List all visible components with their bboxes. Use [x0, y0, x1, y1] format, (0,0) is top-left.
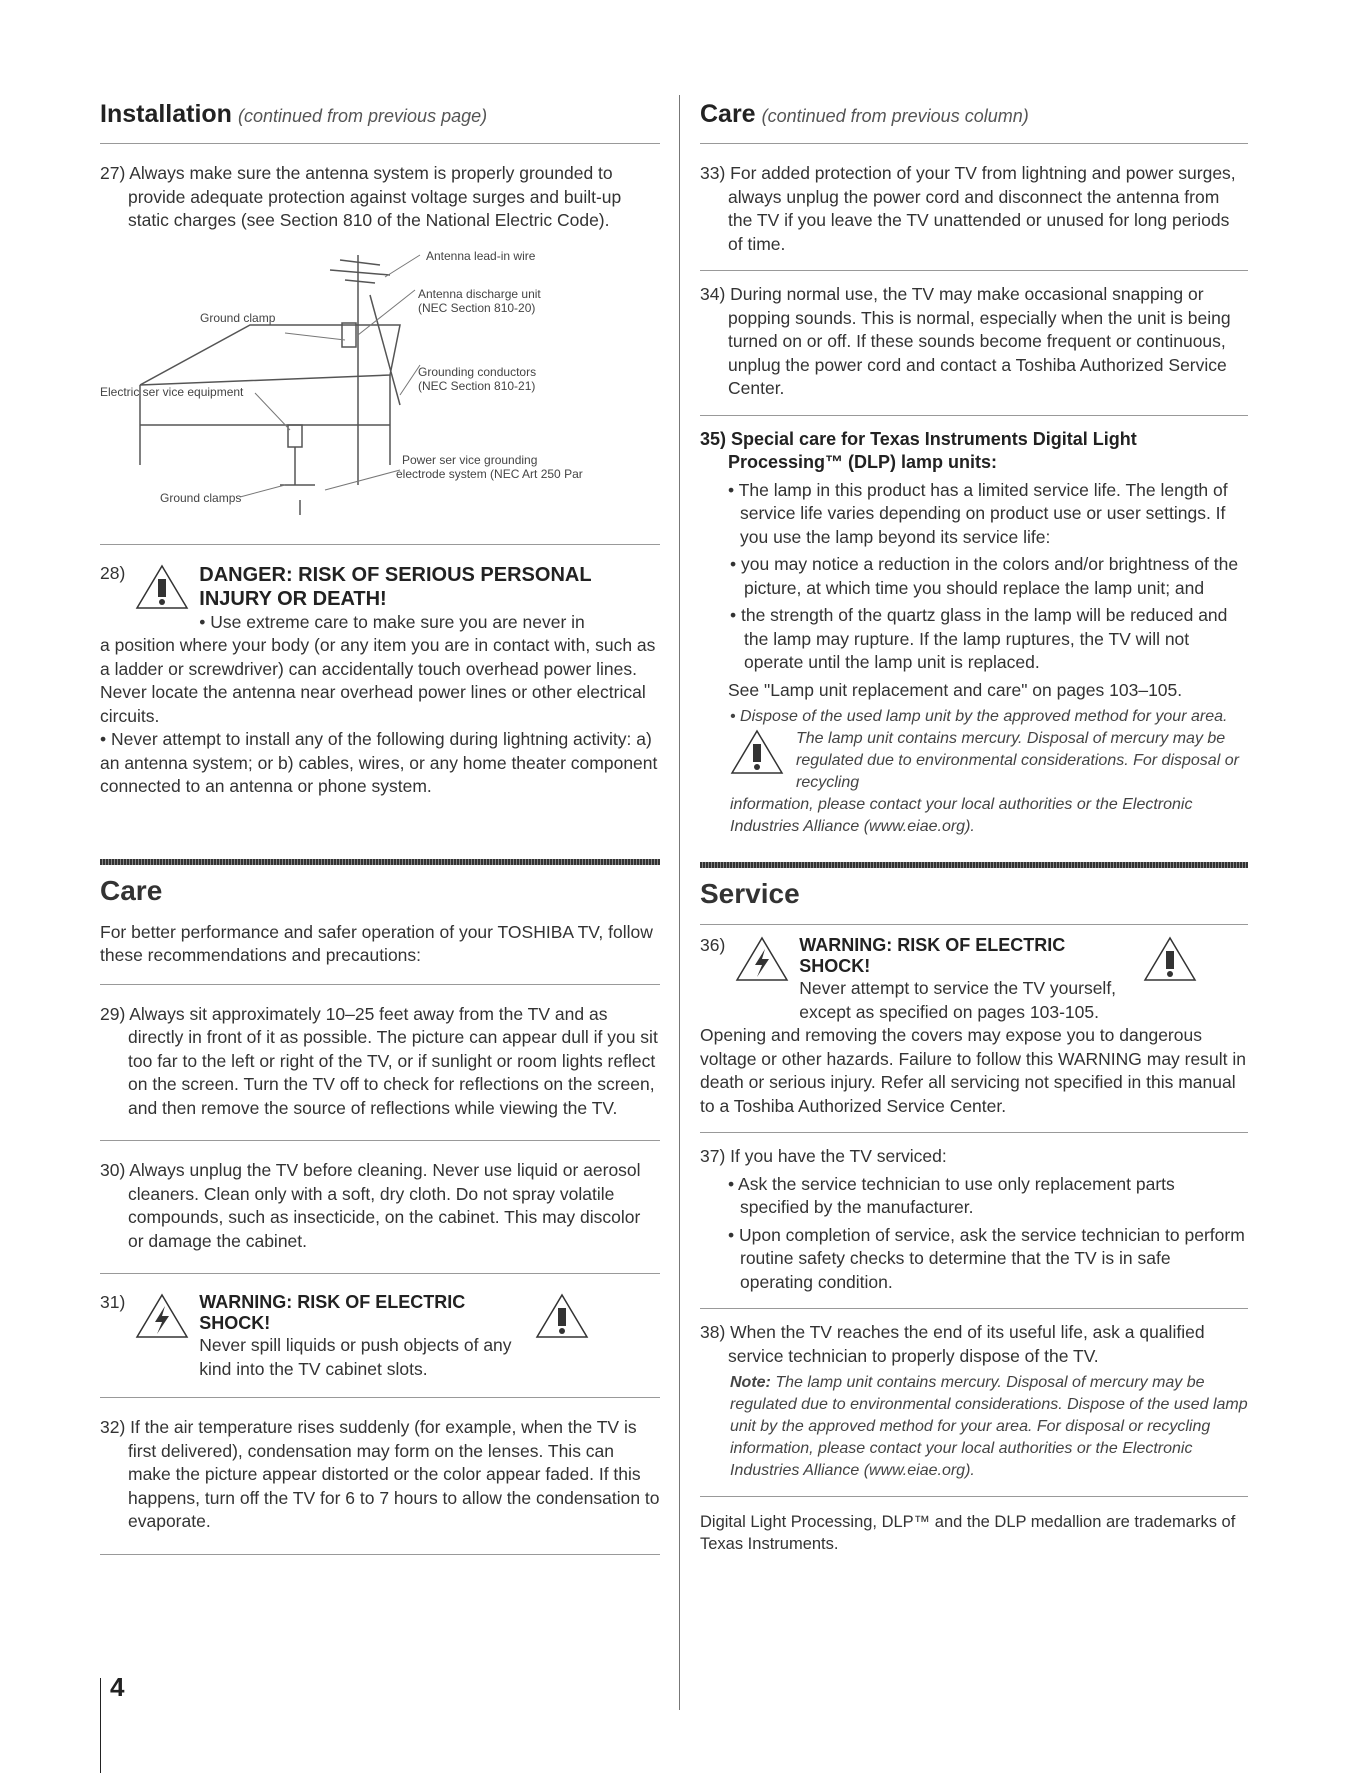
item-36-rest: Opening and removing the covers may expose you to dangerous voltage or other hazards. Failure to follow this WARNING may result in death or serious injury. Refer all servicing not specified in this manual to a Toshiba Authorized Service Center. — [700, 1025, 1246, 1116]
label-ground-clamps: Ground clamps — [160, 490, 242, 505]
item-27: 27) Always make sure the antenna system is properly grounded to provide adequate protection against voltage surges and built-up static charges (see Section 810 of the National Electric Code). — [100, 163, 622, 230]
item-33: 33) For added protection of your TV from lightning and power surges, always unplug the power cord and disconnect the antenna from the TV if you leave the TV unattended or unused for long periods of time. — [700, 163, 1236, 254]
item-30: 30) Always unplug the TV before cleaning. Never use liquid or aerosol cleaners. Clean only with a soft, dry cloth. Do not spray volatile compounds, such as insecticide, on the cabinet. This may discolor or damage the cabinet. — [100, 1160, 641, 1251]
label-antenna-lead: Antenna lead-in wire — [426, 248, 536, 263]
divider — [700, 143, 1248, 144]
installation-header — [100, 100, 660, 129]
item-35-note-2b: information, please contact your local authorities or the Electronic Industries Alliance (www.eiae.org). — [730, 796, 1193, 835]
care-title: Care — [100, 874, 163, 906]
care-intro: For better performance and safer operation of your TOSHIBA TV, follow these recommendations and precautions: — [100, 921, 653, 965]
item-28-number: 28) — [100, 562, 126, 583]
care-header — [700, 100, 1248, 129]
divider — [700, 1496, 1248, 1497]
divider — [700, 415, 1248, 416]
item-37-bullet-2: • Upon completion of service, ask the service technician to perform routine safety checks to determine that the TV is in safe operating condition. — [728, 1224, 1245, 1292]
warning-triangle-icon — [1143, 935, 1197, 983]
item-34: 34) During normal use, the TV may make occasional snapping or popping sounds. This is normal, especially when the unit is being turned on or off. If these sounds become frequent or continuous, unplug the power cord and contact a Toshiba Authorized Service Center. — [700, 284, 1231, 398]
item-29: 29) Always sit approximately 10–25 feet away from the TV and as directly in front of it as possible. The picture can appear dull if you sit too far to the left or right of the TV, or if sunlight or room lights reflect on the screen. Turn the TV off to check for reflections on the screen, and then remove the source of reflections while viewing the TV. — [100, 1003, 658, 1118]
divider — [100, 544, 660, 545]
header-subtitle: (continued from previous page) — [237, 106, 488, 126]
item-28 — [100, 563, 660, 635]
item-35-sub-1: • you may notice a reduction in the colors and/or brightness of the picture, at which time you should replace the lamp unit; and — [730, 554, 1239, 598]
item-35-note-1: • Dispose of the used lamp unit by the approved method for your area. — [730, 708, 1228, 725]
grounding-illustration — [100, 235, 660, 530]
label-grounding-conductors: Grounding conductors — [418, 364, 537, 379]
item-35-heading: 35) Special care for Texas Instruments Digital Light Processing™ (DLP) lamp units: — [700, 428, 1137, 472]
divider — [700, 270, 1248, 271]
divider — [100, 1554, 660, 1555]
header-title: Care — [700, 100, 756, 128]
label-discharge-nec: (NEC Section 810-20) — [418, 300, 536, 315]
divider — [100, 984, 660, 985]
item-38: 38) When the TV reaches the end of its useful life, ask a qualified service technician to properly dispose of the TV. — [700, 1322, 1205, 1366]
electric-shock-icon — [735, 935, 789, 983]
note-label: Note: — [730, 1374, 771, 1391]
divider — [700, 1132, 1248, 1133]
item-36 — [700, 935, 1248, 1024]
column-divider — [679, 95, 680, 1710]
antenna-grounding-diagram — [100, 235, 660, 530]
label-discharge-unit: Antenna discharge unit — [418, 286, 541, 301]
item-35-see: See "Lamp unit replacement and care" on pages 103–105. — [728, 679, 1183, 700]
divider — [100, 1140, 660, 1141]
divider — [100, 1273, 660, 1274]
label-ground-clamp: Ground clamp — [200, 310, 276, 325]
item-35-sub-2: • the strength of the quartz glass in the lamp will be reduced and the lamp may rupture. If the lamp ruptures, the TV will not operate until the lamp unit is replaced. — [730, 605, 1228, 672]
item-31-text: Never spill liquids or push objects of any kind into the TV cabinet slots. — [199, 1335, 512, 1379]
header-title: Installation — [100, 100, 232, 128]
item-36-heading: WARNING: RISK OF ELECTRIC SHOCK! — [799, 935, 1066, 976]
divider — [700, 1308, 1248, 1309]
item-36-number: 36) — [700, 935, 726, 955]
label-power-service2: electrode system (NEC Art 250 Par — [396, 466, 583, 481]
electric-shock-icon — [135, 1292, 189, 1340]
item-28-bullet-2: • Never attempt to install any of the following during lightning activity: a) an antenna system; or b) cables, wires, or any home theater component connected to an antenna or phone system. — [100, 729, 658, 796]
item-35-note-2 — [730, 728, 1248, 794]
item-28-heading: DANGER: RISK OF SERIOUS PERSONAL INJURY OR DEATH! — [199, 563, 592, 610]
divider — [100, 143, 660, 144]
warning-triangle-icon — [535, 1292, 589, 1340]
label-electric-service: Electric ser vice equipment — [100, 384, 244, 399]
divider — [700, 924, 1248, 925]
page-number: 4 — [110, 1672, 125, 1702]
item-31-heading: WARNING: RISK OF ELECTRIC SHOCK! — [199, 1292, 466, 1333]
section-rule — [100, 859, 660, 865]
item-37: 37) If you have the TV serviced: — [700, 1146, 947, 1166]
item-36-text: Never attempt to service the TV yourself, except as specified on pages 103-105. — [799, 978, 1117, 1022]
item-37-bullet-1: • Ask the service technician to use only replacement parts specified by the manufacturer. — [728, 1173, 1175, 1217]
header-subtitle: (continued from previous column) — [761, 106, 1029, 126]
service-title: Service — [700, 878, 800, 909]
item-31 — [100, 1292, 660, 1381]
divider — [100, 1397, 660, 1398]
label-power-service: Power ser vice grounding — [402, 452, 538, 467]
item-28-bullet-1-start: • Use extreme care to make sure you are never in — [199, 611, 585, 632]
item-32: 32) If the air temperature rises suddenly (for example, when the TV is first delivered), condensation may form on the lenses. This can make the picture appear distorted or the color appear faded. If this happens, turn off the TV for 6 to 7 hours to allow the condensation to evaporate. — [100, 1417, 660, 1531]
footer-rule — [100, 1678, 101, 1773]
item-31-number: 31) — [100, 1292, 126, 1312]
item-35-bullet-1: • The lamp in this product has a limited service life. The length of service life varies depending on product use or user settings. If you use the lamp beyond its service life: — [728, 479, 1228, 547]
item-38-note — [730, 1372, 1248, 1482]
warning-triangle-icon — [730, 728, 784, 776]
trademark-note: Digital Light Processing, DLP™ and the DLP medallion are trademarks of Texas Instruments. — [700, 1513, 1236, 1553]
label-grounding-nec: (NEC Section 810-21) — [418, 378, 536, 393]
left-column — [100, 100, 660, 1573]
item-28-bullet-1-rest: a position where your body (or any item you are in contact with, such as a ladder or screwdriver) can accidentally touch overhead power lines. Never locate the antenna near overhead power lines or other electrical circuits. — [100, 635, 656, 726]
item-35-note-2a: The lamp unit contains mercury. Disposal of mercury may be regulated due to environmental considerations. For disposal or recycling — [796, 730, 1239, 791]
warning-triangle-icon — [135, 563, 189, 611]
section-rule — [700, 862, 1248, 868]
right-column — [700, 100, 1248, 1555]
note-text: The lamp unit contains mercury. Disposal of mercury may be regulated due to environmental considerations. Dispose of the used lamp unit by the approved method for your area. For disposal or recycling information, please contact your local authorities or the Electronic Industries Alliance (www.eiae.org). — [730, 1374, 1248, 1479]
